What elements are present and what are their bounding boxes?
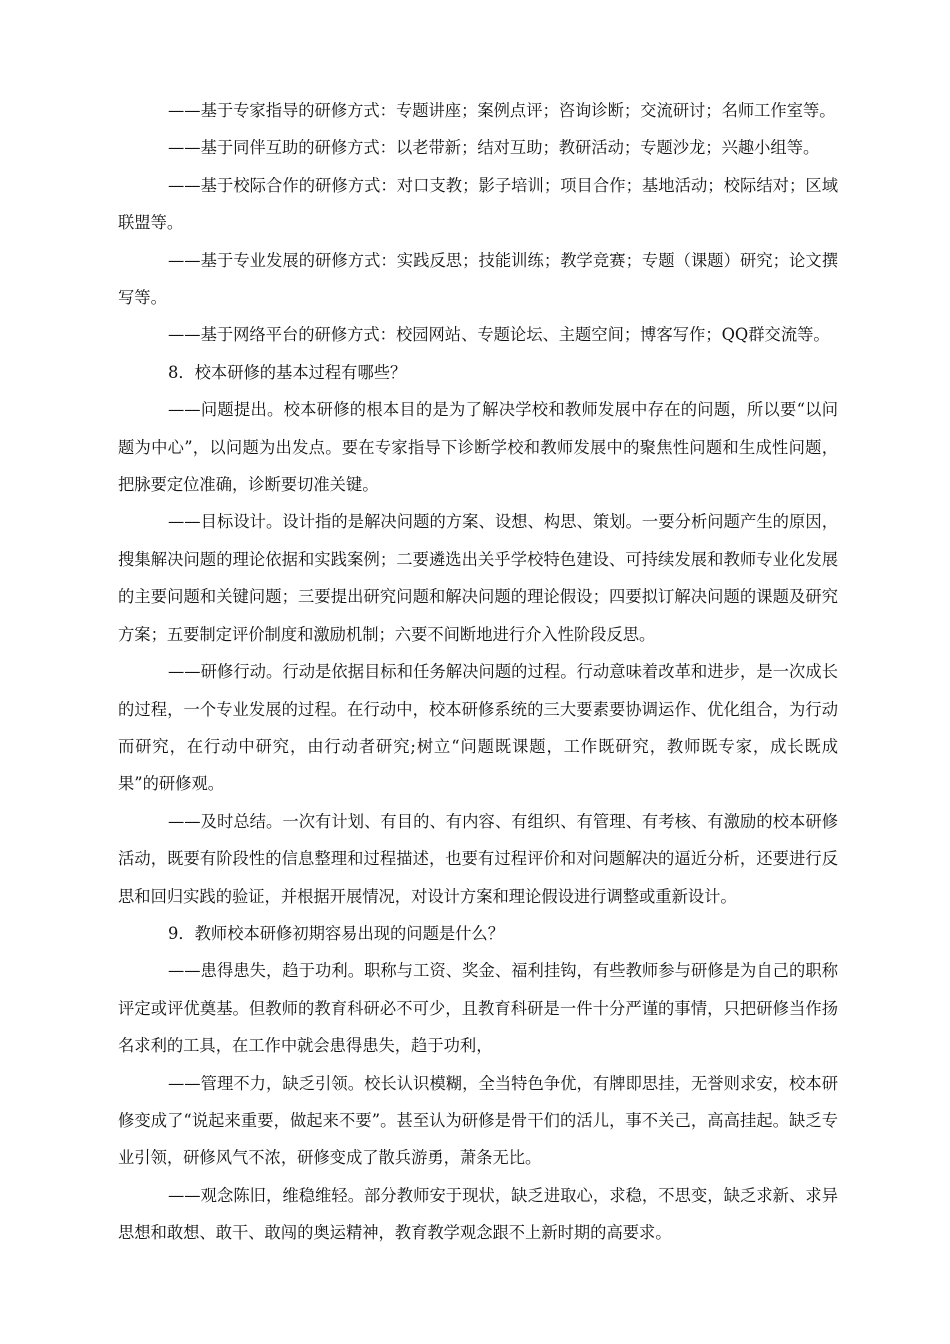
paragraph-problem-raising: ——问题提出。校本研修的根本目的是为了解决学校和教师发展中存在的问题，所以要“以问题为中心”，以问题为出发点。要在专家指导下诊断学校和教师发展中的聚焦性问题和生成性问题，把脉要定位准确，诊断要切准关键。 [118, 400, 838, 495]
paragraph-research-action: ——研修行动。行动是依据目标和任务解决问题的过程。行动意味着改革和进步，是一次成长的过程，一个专业发展的过程。在行动中，校本研修系统的三大要素要协调运作、优化组合，为行动而研究，在行动中研究，由行动者研究;树立“问题既课题，工作既研究，教师既专家，成长既成果”的研修观。 [118, 662, 838, 794]
paragraph-outdated-concepts: ——观念陈旧，维稳维轻。部分教师安于现状，缺乏进取心，求稳，不思变，缺乏求新、求异思想和敢想、敢干、敢闯的奥运精神，教育教学观念跟不上新时期的高要求。 [118, 1185, 838, 1243]
paragraph-professional-dev: ——基于专业发展的研修方式：实践反思；技能训练；教学竞赛；专题（课题）研究；论文撰写等。 [118, 250, 838, 308]
paragraph-timely-summary: ——及时总结。一次有计划、有目的、有内容、有组织、有管理、有考核、有激励的校本研修活动，既要有阶段性的信息整理和过程描述，也要有过程评价和对问题解决的逼近分析，还要进行反思和回归实践的验证，并根据开展情况，对设计方案和理论假设进行调整或重新设计。 [118, 811, 838, 906]
question-heading-9: 9．教师校本研修初期容易出现的问题是什么？ [168, 923, 504, 943]
document-page [118, 92, 838, 1252]
paragraph-weak-management: ——管理不力，缺乏引领。校长认识模糊，全当特色争优，有牌即思挂，无誉则求安，校本研修变成了“说起来重要，做起来不要”。甚至认为研修是骨干们的活儿，事不关己，高高挂起。缺乏专业引领，研修风气不浓，研修变成了散兵游勇，萧条无比。 [118, 1073, 838, 1168]
paragraph-inter-school: ——基于校际合作的研修方式：对口支教；影子培训；项目合作；基地活动；校际结对；区域联盟等。 [118, 175, 838, 233]
paragraph-expert-guidance: ——基于专家指导的研修方式：专题讲座；案例点评；咨询诊断；交流研讨；名师工作室等。 [168, 101, 836, 120]
paragraph-goal-design: ——目标设计。设计指的是解决问题的方案、设想、构思、策划。一要分析问题产生的原因，搜集解决问题的理论依据和实践案例；二要遴选出关乎学校特色建设、可持续发展和教师专业化发展的主要问题和关键问题；三要提出研究问题和解决问题的理论假设；四要拟订解决问题的课题及研究方案；五要制定评价制度和激励机制；六要不间断地进行介入性阶段反思。 [118, 512, 838, 644]
paragraph-peer-support: ——基于同伴互助的研修方式：以老带新；结对互助；教研活动；专题沙龙；兴趣小组等。 [168, 138, 820, 158]
question-heading-8: 8．校本研修的基本过程有哪些？ [168, 362, 407, 382]
paragraph-network-platform: ——基于网络平台的研修方式：校园网站、专题论坛、主题空间；博客写作；QQ群交流等。 [168, 325, 830, 345]
paragraph-utilitarian: ——患得患失，趋于功利。职称与工资、奖金、福利挂钩，有些教师参与研修是为自己的职称评定或评优奠基。但教师的教育科研必不可少，且教育科研是一件十分严谨的事情，只把研修当作扬名求利的工具，在工作中就会患得患失，趋于功利， [118, 961, 838, 1056]
